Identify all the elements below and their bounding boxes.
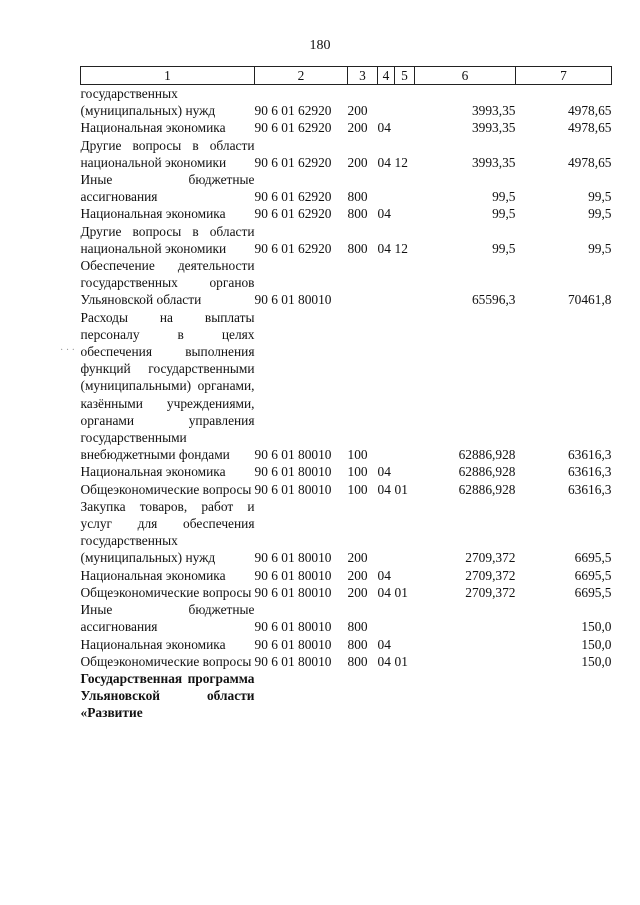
expense-type-code (348, 670, 378, 722)
table-row (81, 584, 612, 601)
section-code (378, 670, 395, 722)
scan-speck: · · · (60, 345, 75, 356)
subsection-code (395, 670, 415, 722)
section-code: 04 (377, 584, 391, 600)
target-article-code: 90 6 01 80010 (254, 567, 332, 583)
target-article-code: 90 6 01 62920 (254, 120, 332, 136)
amount-col-7: 99,5 (588, 206, 612, 222)
amount-col-7: 150,0 (581, 636, 612, 652)
target-article-code: 90 6 01 62920 (254, 154, 332, 170)
table-row (81, 223, 612, 257)
table-row (81, 567, 612, 584)
target-article-code: 90 6 01 80010 (254, 292, 332, 308)
subsection-code (395, 257, 415, 309)
section-code (378, 309, 395, 464)
section-code: 04 (377, 240, 391, 256)
item-name: Расходы на выплаты персоналу в целях обеспечения выполнения функций государственными (муниципальными) органами, казёнными учреждениями, органами управления государственными внебюджетными фондами (80, 309, 255, 463)
section-code (378, 257, 395, 309)
section-code (378, 498, 395, 567)
section-code: 04 (377, 464, 391, 480)
amount-col-6: 99,5 (492, 240, 516, 256)
item-name: Национальная экономика (80, 120, 226, 136)
expense-type-code: 200 (347, 567, 368, 583)
target-article-code (255, 670, 348, 722)
table-row (81, 171, 612, 205)
column-header-2: 2 (255, 67, 348, 85)
subsection-code: 12 (394, 240, 408, 256)
amount-col-7: 63616,3 (567, 464, 612, 480)
target-article-code: 90 6 01 62920 (254, 240, 332, 256)
subsection-code (395, 309, 415, 464)
amount-col-7: 6695,5 (574, 550, 612, 566)
amount-col-6: 99,5 (492, 189, 516, 205)
table-row (81, 85, 612, 120)
subsection-code (395, 463, 415, 480)
target-article-code: 90 6 01 80010 (254, 584, 332, 600)
column-header-4: 4 (378, 67, 395, 85)
subsection-code: 01 (394, 584, 408, 600)
section-code (378, 601, 395, 635)
expense-type-code: 800 (347, 619, 368, 635)
section-code (378, 171, 395, 205)
amount-col-7: 6695,5 (574, 584, 612, 600)
target-article-code: 90 6 01 80010 (254, 481, 332, 497)
item-name: Общеэкономические вопросы (80, 481, 252, 497)
subsection-code (395, 567, 415, 584)
table-row (81, 205, 612, 222)
table-row (81, 498, 612, 567)
table-row (81, 636, 612, 653)
subsection-code (395, 85, 415, 120)
target-article-code: 90 6 01 80010 (254, 464, 332, 480)
amount-col-6: 65596,3 (471, 292, 516, 308)
amount-col-6: 2709,372 (465, 584, 516, 600)
item-name: Обеспечение деятельности государственных органов Ульяновской области (80, 258, 255, 308)
amount-col-6: 3993,35 (471, 154, 516, 170)
expense-type-code: 800 (347, 636, 368, 652)
target-article-code: 90 6 01 80010 (254, 619, 332, 635)
item-name: Другие вопросы в области национальной экономики (80, 137, 255, 170)
page-number: 180 (309, 38, 331, 53)
target-article-code: 90 6 01 62920 (254, 189, 332, 205)
amount-col-6 (415, 601, 516, 635)
amount-col-6: 62886,928 (458, 464, 516, 480)
amount-col-7: 70461,8 (567, 292, 612, 308)
section-code: 04 (377, 567, 391, 583)
item-name: Национальная экономика (80, 636, 226, 652)
table-row (81, 309, 612, 464)
table-header (81, 67, 612, 85)
subsection-code (395, 171, 415, 205)
section-code (378, 85, 395, 120)
amount-col-7: 150,0 (581, 619, 612, 635)
section-code: 04 (377, 481, 391, 497)
item-name: Другие вопросы в области национальной экономики (80, 223, 255, 256)
amount-col-6: 3993,35 (471, 120, 516, 136)
table-row (81, 653, 612, 670)
table-body (81, 85, 612, 722)
amount-col-6: 62886,928 (458, 447, 516, 463)
item-name: государственных (муниципальных) нужд (80, 86, 216, 119)
table-row (81, 257, 612, 309)
target-article-code: 90 6 01 80010 (254, 447, 332, 463)
expense-type-code: 800 (347, 240, 368, 256)
budget-table (80, 66, 612, 722)
subsection-code: 12 (394, 154, 408, 170)
table-row (81, 670, 612, 722)
column-header-3: 3 (348, 67, 378, 85)
expense-type-code: 200 (347, 154, 368, 170)
item-name: Иные бюджетные ассигнования (80, 602, 255, 635)
subsection-code: 01 (394, 653, 408, 669)
amount-col-7 (516, 670, 612, 722)
expense-type-code: 800 (347, 206, 368, 222)
section-code: 04 (377, 154, 391, 170)
item-name: Государственная программа Ульяновской области «Развитие (80, 670, 255, 721)
amount-col-7: 99,5 (588, 240, 612, 256)
subsection-code (395, 636, 415, 653)
section-code: 04 (377, 653, 391, 669)
table-row (81, 119, 612, 136)
item-name: Иные бюджетные ассигнования (80, 172, 255, 205)
expense-type-code: 100 (347, 481, 368, 497)
expense-type-code: 100 (347, 447, 368, 463)
item-name: Национальная экономика (80, 464, 226, 480)
table-row (81, 137, 612, 171)
subsection-code (395, 205, 415, 222)
table-row (81, 463, 612, 480)
subsection-code: 01 (394, 481, 408, 497)
expense-type-code (348, 257, 378, 309)
item-name: Общеэкономические вопросы (80, 653, 252, 669)
amount-col-7: 63616,3 (567, 481, 612, 497)
column-header-6: 6 (415, 67, 516, 85)
target-article-code: 90 6 01 62920 (254, 206, 332, 222)
expense-type-code: 200 (347, 550, 368, 566)
target-article-code: 90 6 01 80010 (254, 636, 332, 652)
section-code: 04 (377, 120, 391, 136)
expense-type-code: 200 (347, 584, 368, 600)
amount-col-6 (415, 636, 516, 653)
amount-col-7: 4978,65 (567, 120, 612, 136)
section-code: 04 (377, 636, 391, 652)
section-code: 04 (377, 206, 391, 222)
item-name: Общеэкономические вопросы (80, 584, 252, 600)
amount-col-6: 3993,35 (471, 103, 516, 119)
amount-col-6: 2709,372 (465, 567, 516, 583)
item-name: Закупка товаров, работ и услуг для обеспечения государственных (муниципальных) нужд (80, 498, 255, 566)
expense-type-code: 200 (347, 120, 368, 136)
amount-col-7: 6695,5 (574, 567, 612, 583)
column-header-7: 7 (516, 67, 612, 85)
expense-type-code: 200 (347, 103, 368, 119)
amount-col-6 (415, 670, 516, 722)
table-row (81, 601, 612, 635)
amount-col-6: 62886,928 (458, 481, 516, 497)
amount-col-6: 2709,372 (465, 550, 516, 566)
amount-col-7: 4978,65 (567, 103, 612, 119)
subsection-code (395, 498, 415, 567)
amount-col-7: 99,5 (588, 189, 612, 205)
table-row (81, 481, 612, 498)
column-header-5: 5 (395, 67, 415, 85)
amount-col-6: 99,5 (492, 206, 516, 222)
amount-col-7: 4978,65 (567, 154, 612, 170)
amount-col-7: 150,0 (581, 653, 612, 669)
subsection-code (395, 119, 415, 136)
expense-type-code: 100 (347, 464, 368, 480)
column-header-1: 1 (81, 67, 255, 85)
item-name: Национальная экономика (80, 206, 226, 222)
expense-type-code: 800 (347, 189, 368, 205)
target-article-code: 90 6 01 80010 (254, 550, 332, 566)
amount-col-7: 63616,3 (567, 447, 612, 463)
target-article-code: 90 6 01 62920 (254, 103, 332, 119)
expense-type-code: 800 (347, 653, 368, 669)
item-name: Национальная экономика (80, 567, 226, 583)
target-article-code: 90 6 01 80010 (254, 653, 332, 669)
amount-col-6 (415, 653, 516, 670)
subsection-code (395, 601, 415, 635)
